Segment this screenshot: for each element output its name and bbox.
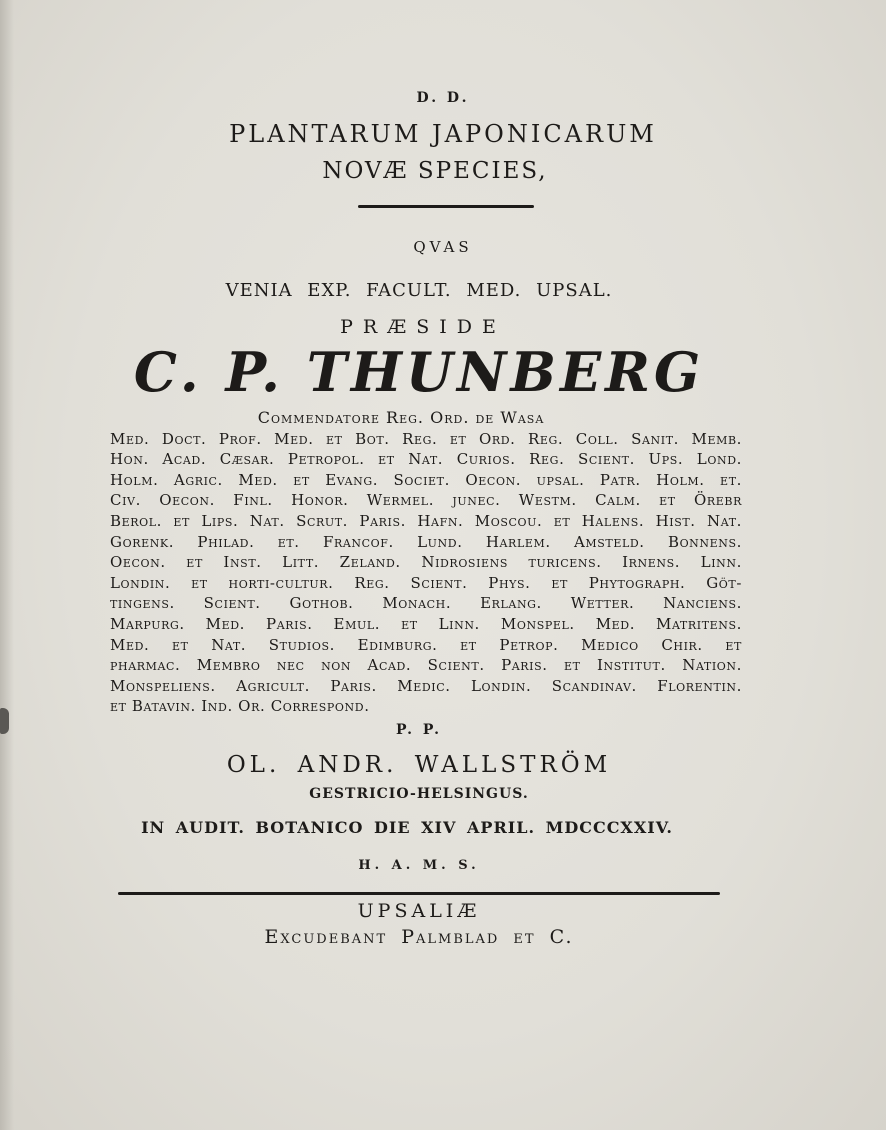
- praeside-label: PRÆSIDE: [340, 316, 506, 338]
- title-line: Holm. Agric. Med. et Evang. Societ. Oecon. upsal. Patr. Holm. et.: [110, 470, 742, 489]
- title-line: Gorenk. Philad. et. Francof. Lund. Harlem. Amsteld. Bonnens.: [110, 532, 742, 551]
- title-line: tingens. Scient. Gothob. Monach. Erlang. Wetter. Nanciens.: [110, 594, 742, 613]
- respondent-name: OL. ANDR. WALLSTRÖM: [226, 752, 612, 778]
- imprint-divider: [118, 892, 720, 895]
- title-line: Marpurg. Med. Paris. Emul. et Linn. Monspel. Med. Matritens.: [110, 614, 742, 633]
- president-titles: [110, 408, 742, 717]
- dedication-dd: D. D.: [416, 90, 470, 106]
- respondent-origin: GESTRICIO-HELSINGUS.: [309, 786, 529, 802]
- title-divider: [358, 205, 534, 208]
- qvas-text: QVAS: [413, 238, 473, 256]
- imprint-place: UPSALIÆ: [357, 900, 481, 922]
- president-name: C. P. THUNBERG: [133, 340, 705, 404]
- hams-text: H. A. M. S.: [358, 858, 480, 873]
- title-line: Med. et Nat. Studios. Edimburg. et Petrop. Medico Chir. et: [110, 635, 742, 654]
- imprint-printer: Excudebant Palmblad et C.: [264, 926, 574, 948]
- title-line: pharmac. Membro nec non Acad. Scient. Paris. et Institut. Nation.: [110, 656, 742, 675]
- title-line: Londin. et horti-cultur. Reg. Scient. Phys. et Phytograph. Göt-: [110, 573, 742, 592]
- venia-line: VENIA EXP. FACULT. MED. UPSAL.: [225, 280, 613, 301]
- title-line: Monspeliens. Agricult. Paris. Medic. Londin. Scandinav. Florentin.: [110, 676, 742, 695]
- title-line: et Batavin. Ind. Or. Correspond.: [110, 697, 370, 716]
- title-line-1: PLANTARUM JAPONICARUM: [229, 120, 657, 148]
- defense-date: IN AUDIT. BOTANICO DIE XIV APRIL. MDCCCXXIV.: [141, 818, 673, 837]
- pp-label: P. P.: [395, 722, 443, 738]
- title-line: Civ. Oecon. Finl. Honor. Wermel. junec. Westm. Calm. et Örebr: [110, 491, 742, 510]
- title-line: Hon. Acad. Cæsar. Petropol. et Nat. Curios. Reg. Scient. Ups. Lond.: [110, 450, 742, 469]
- title-line: Med. Doct. Prof. Med. et Bot. Reg. et Ord. Reg. Coll. Sanit. Memb.: [110, 429, 742, 448]
- title-line: Berol. et Lips. Nat. Scrut. Paris. Hafn. Moscou. et Halens. Hist. Nat.: [110, 511, 742, 530]
- title-line: Oecon. et Inst. Litt. Zeland. Nidrosiens turicens. Irnens. Linn.: [110, 553, 742, 572]
- title-line: Commendatore Reg. Ord. de Wasa: [257, 408, 545, 427]
- title-line-2: NOVÆ SPECIES,: [322, 158, 548, 184]
